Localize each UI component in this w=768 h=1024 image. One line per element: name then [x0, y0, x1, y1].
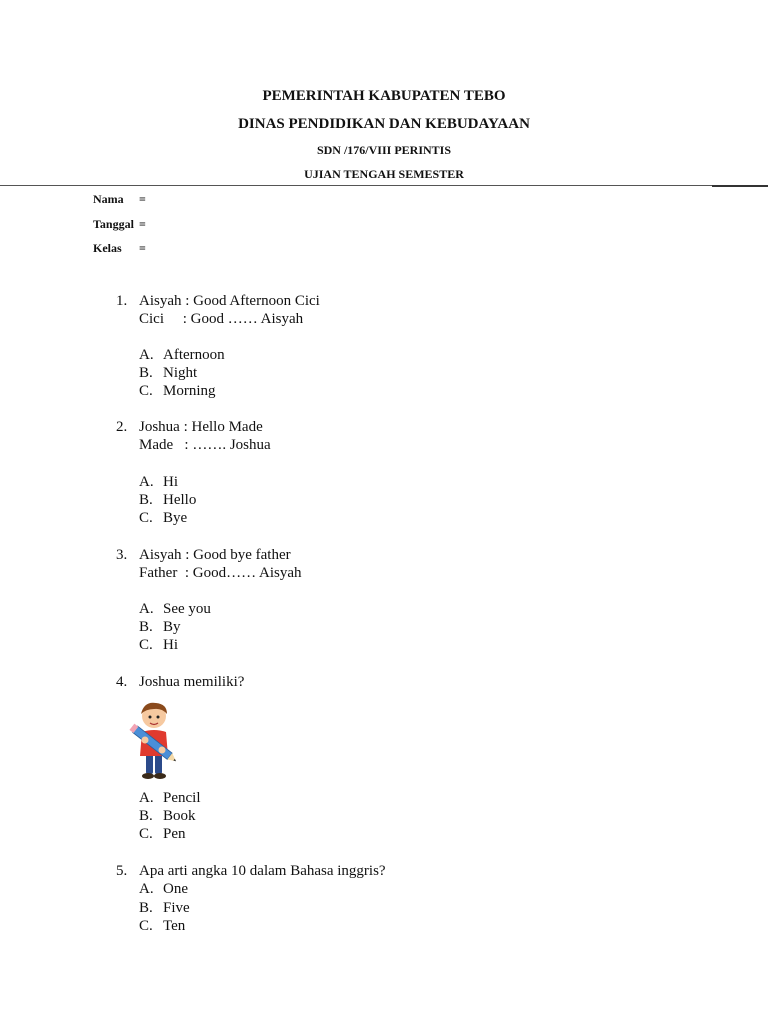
field-label: Nama [93, 192, 124, 206]
option-letter: A. [139, 790, 154, 806]
option-letter: C. [139, 383, 153, 399]
question-number: 3. [116, 547, 128, 563]
option-text: Pen [163, 826, 186, 842]
option-text: Hi [163, 637, 178, 653]
question-number: 2. [116, 419, 128, 435]
question-line: Apa arti angka 10 dalam Bahasa inggris? [139, 863, 386, 879]
question-line: Cici : Good …… Aisyah [139, 311, 304, 327]
option-text: Afternoon [163, 347, 225, 363]
option-text: Ten [163, 918, 186, 934]
boy-right-shoe [154, 773, 166, 779]
field-label: Kelas [93, 241, 122, 255]
question-line: Joshua : Hello Made [139, 419, 263, 435]
option-letter: B. [139, 808, 153, 824]
option-letter: B. [139, 365, 153, 381]
option-letter: C. [139, 510, 153, 526]
question-line: Made : ……. Joshua [139, 437, 271, 453]
question-number: 1. [116, 293, 128, 309]
option-text: Night [163, 365, 198, 381]
option-text: By [163, 619, 181, 635]
question-line: Joshua memiliki? [139, 674, 245, 690]
option-letter: B. [139, 492, 153, 508]
option-letter: A. [139, 347, 154, 363]
header-line-1: PEMERINTAH KABUPATEN TEBO [262, 88, 506, 104]
option-text: Five [163, 900, 190, 916]
option-letter: C. [139, 637, 153, 653]
field-equals: = [139, 217, 146, 231]
question-number: 5. [116, 863, 128, 879]
option-letter: A. [139, 474, 154, 490]
boy-left-eye [149, 716, 152, 719]
boy-holding-pencil-illustration [124, 698, 182, 782]
field-nama [93, 192, 146, 207]
boy-right-hand [159, 747, 166, 754]
field-equals: = [139, 192, 146, 206]
field-tanggal [93, 217, 146, 232]
boy-right-leg [155, 754, 162, 774]
option-letter: A. [139, 601, 154, 617]
option-text: Pencil [163, 790, 201, 806]
option-letter: A. [139, 881, 154, 897]
header-divider [0, 185, 768, 186]
boy-left-leg [146, 754, 153, 774]
header-divider-accent [712, 185, 768, 187]
boy-right-eye [157, 716, 160, 719]
field-kelas [93, 241, 146, 256]
header-line-3: SDN /176/VIII PERINTIS [316, 143, 452, 157]
option-text: Bye [163, 510, 188, 526]
option-text: One [163, 881, 188, 897]
question-line: Father : Good…… Aisyah [139, 565, 302, 581]
option-letter: B. [139, 900, 153, 916]
option-letter: C. [139, 918, 153, 934]
boy-left-hand [142, 737, 149, 744]
option-text: Hi [163, 474, 178, 490]
option-text: Book [163, 808, 196, 824]
option-text: See you [163, 601, 211, 617]
boy-left-shoe [142, 773, 154, 779]
option-text: Hello [163, 492, 197, 508]
header-line-4: UJIAN TENGAH SEMESTER [304, 167, 464, 181]
field-label: Tanggal [93, 217, 134, 231]
field-equals: = [139, 241, 146, 255]
header-line-2: DINAS PENDIDIKAN DAN KEBUDAYAAN [238, 116, 530, 132]
option-letter: C. [139, 826, 153, 842]
pencil-icon [129, 724, 178, 765]
question-line: Aisyah : Good Afternoon Cici [139, 293, 320, 309]
option-text: Morning [163, 383, 216, 399]
question-line: Aisyah : Good bye father [139, 547, 291, 563]
question-number: 4. [116, 674, 128, 690]
option-letter: B. [139, 619, 153, 635]
